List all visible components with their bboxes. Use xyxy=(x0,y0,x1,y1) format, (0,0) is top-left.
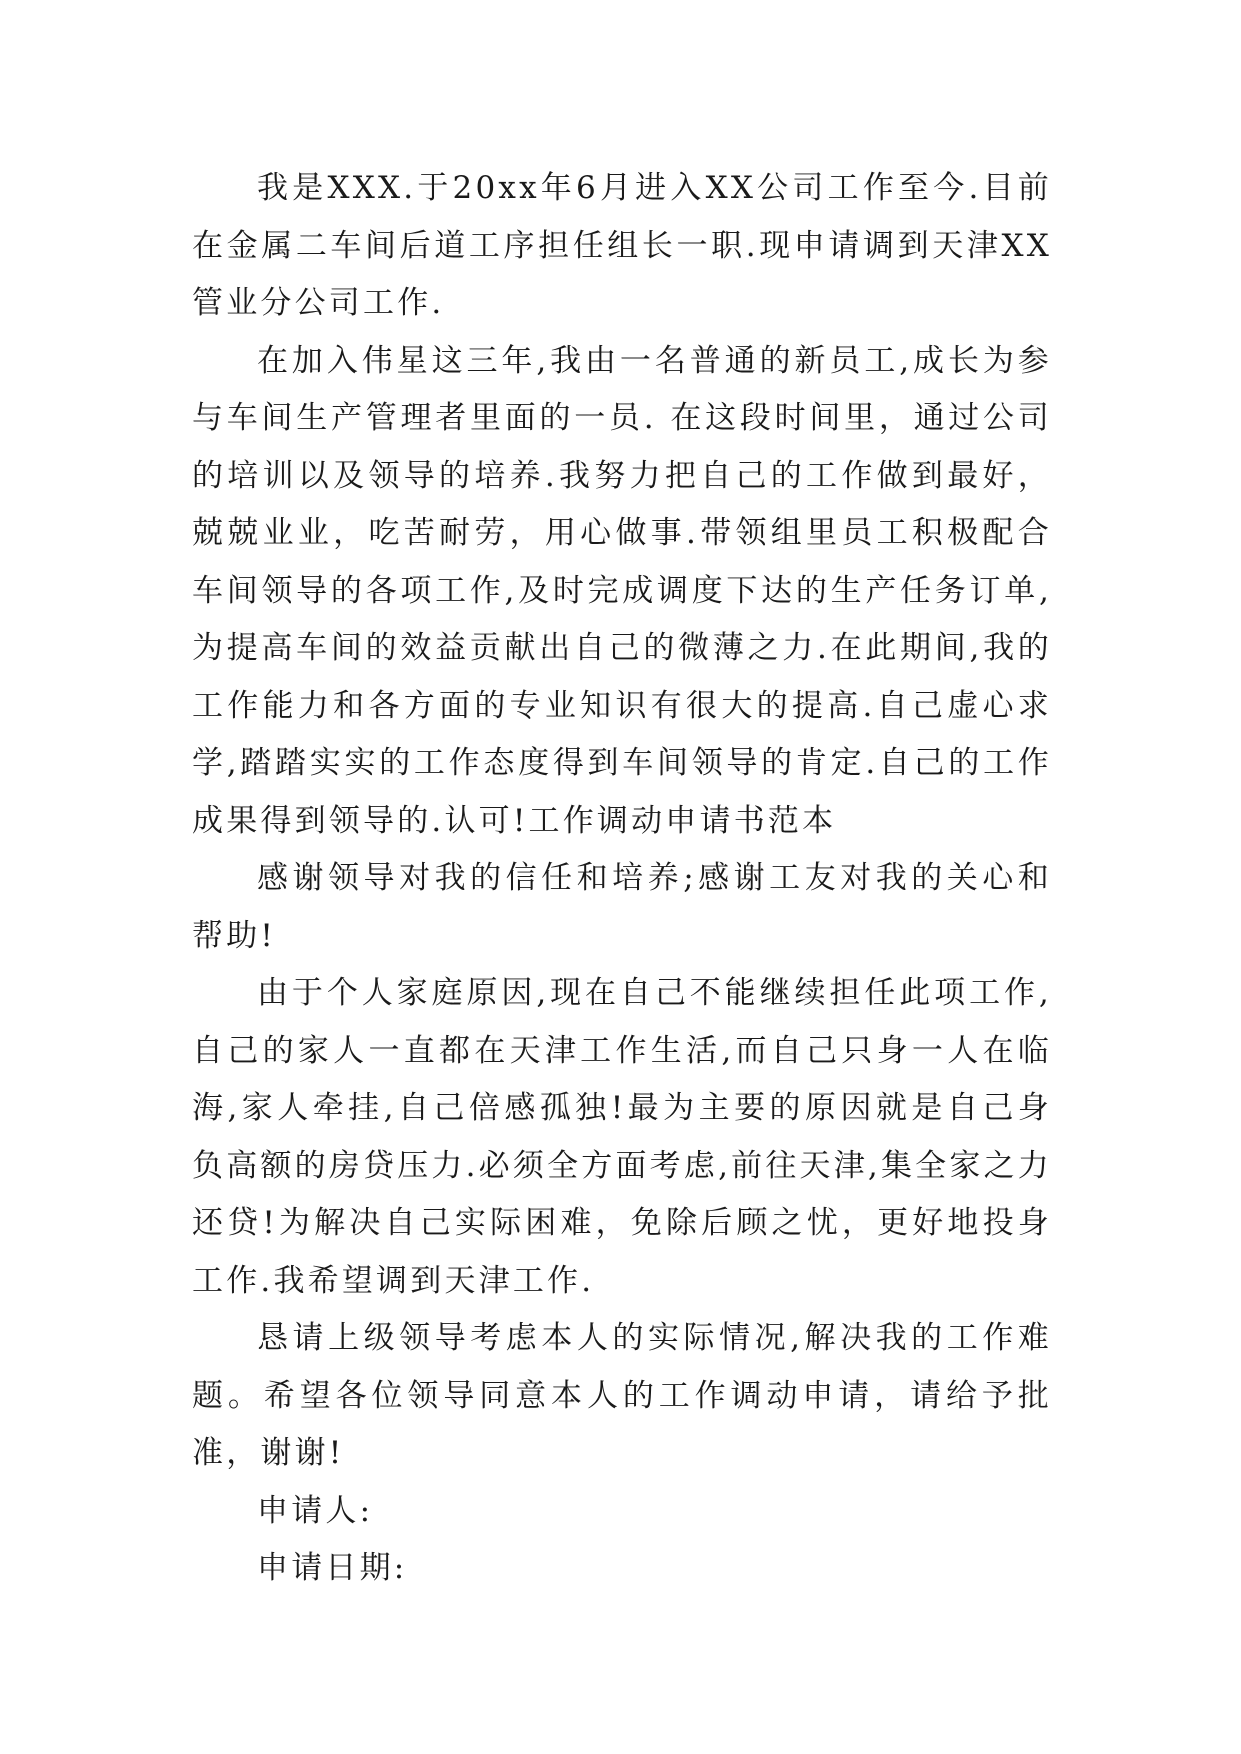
application-date-label: 申请日期: xyxy=(257,1550,408,1586)
paragraph-intro: 我是XXX.于20xx年6月进入XX公司工作至今.目前在金属二车间后道工序担任组长一职.现申请调到天津XX管业分公司工作. xyxy=(192,170,1052,321)
paragraph-reason: 由于个人家庭原因,现在自己不能继续担任此项工作,自己的家人一直都在天津工作生活,而自己只身一人在临海,家人牵挂,自己倍感孤独!最为主要的原因就是自己身负高额的房贷压力.必须全方面考虑,前往天津,集全家之力还贷!为解决自己实际困难，免除后顾之忧，更好地投身工作.我希望调到天津工作. xyxy=(192,975,1052,1299)
paragraph-experience: 在加入伟星这三年,我由一名普通的新员工,成长为参与车间生产管理者里面的一员. 在这段时间里，通过公司的培训以及领导的培养.我努力把自己的工作做到最好，兢兢业业，吃苦耐劳，用心做事.带领组里员工积极配合车间领导的各项工作,及时完成调度下达的生产任务订单,为提高车间的效益贡献出自己的微薄之力.在此期间,我的工作能力和各方面的专业知识有很大的提高.自己虚心求学,踏踏实实的工作态度得到车间领导的肯定.自己的工作成果得到领导的.认可!工作调动申请书范本 xyxy=(192,342,1052,839)
paragraph-request: 恳请上级领导考虑本人的实际情况,解决我的工作难题。希望各位领导同意本人的工作调动申请，请给予批准，谢谢! xyxy=(192,1320,1052,1471)
document-body xyxy=(192,160,1052,1598)
paragraph-thanks: 感谢领导对我的信任和培养;感谢工友对我的关心和帮助! xyxy=(192,860,1052,954)
applicant-label: 申请人: xyxy=(257,1492,374,1529)
